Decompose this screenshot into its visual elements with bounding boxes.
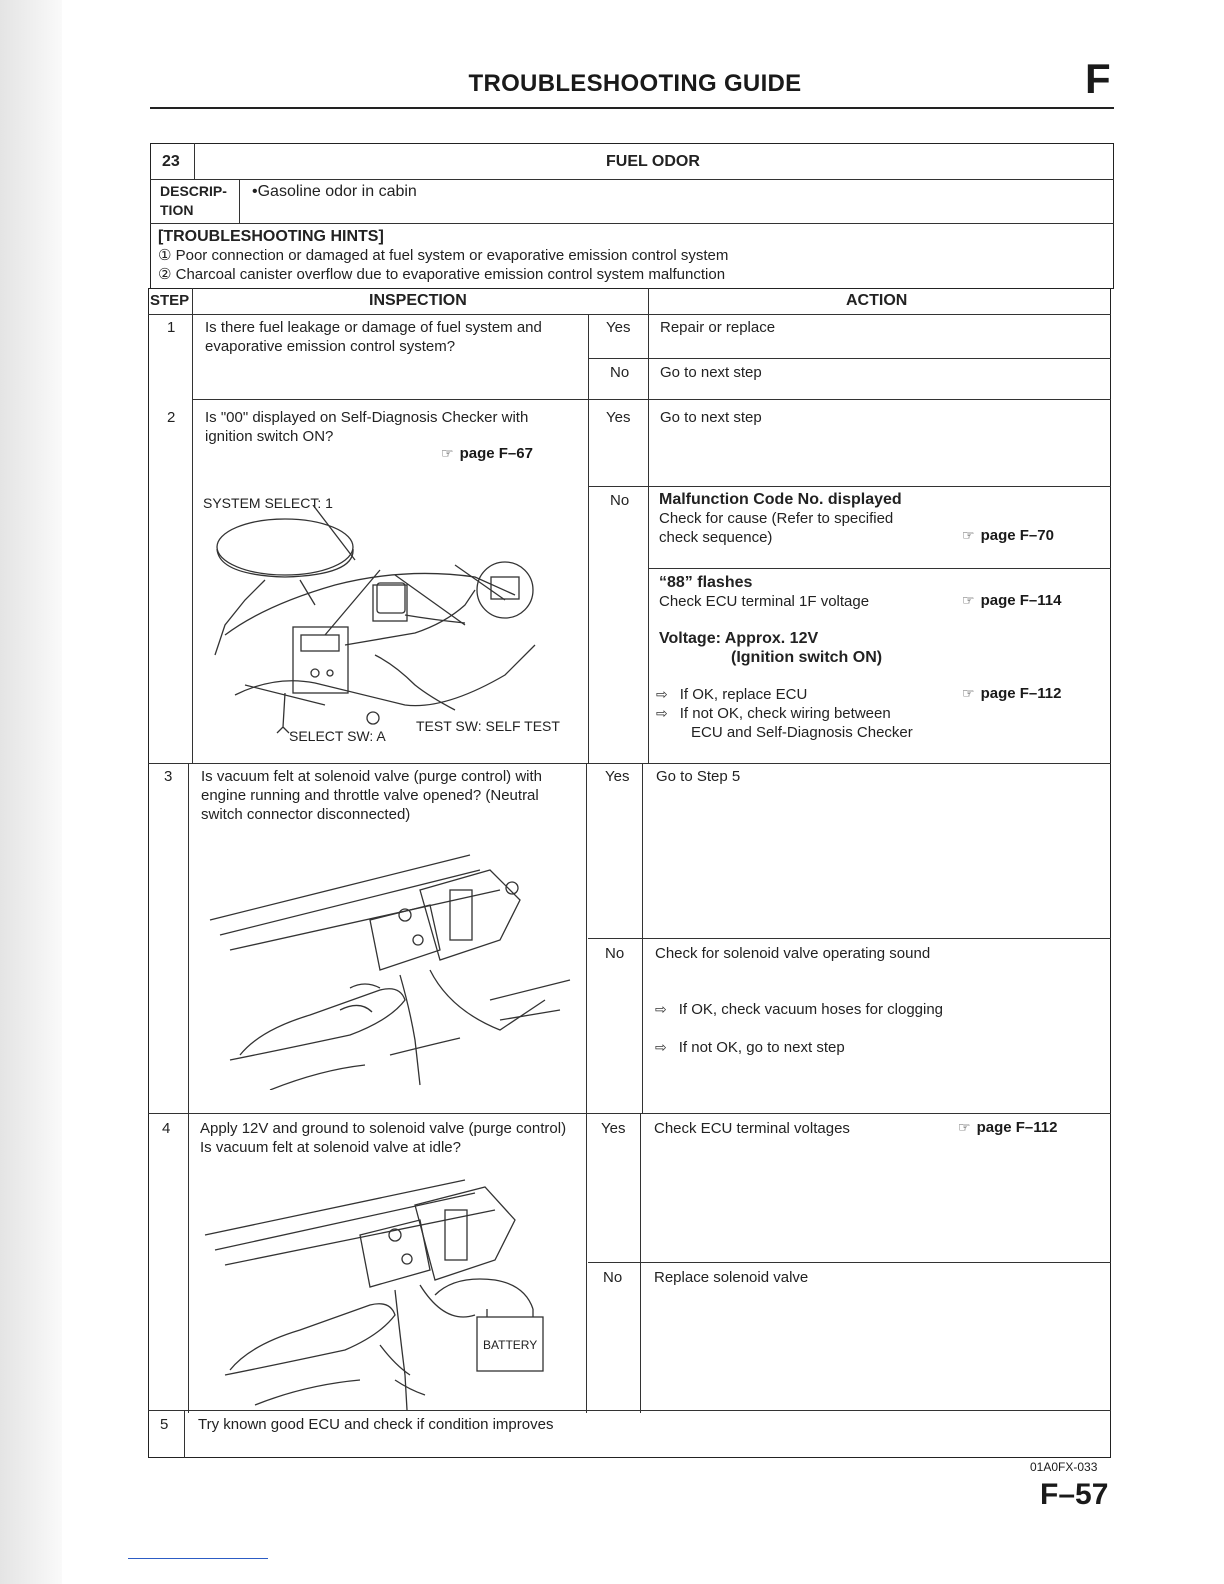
no-label: No [610,364,630,381]
hand-pointer-icon: ☞ [962,685,975,701]
divider [192,288,193,763]
hints-title: [TROUBLESHOOTING HINTS] [158,228,384,245]
hand-pointer-icon: ☞ [962,527,975,543]
divider [150,223,1114,224]
divider [588,938,1111,939]
solenoid-valve-illustration [200,850,580,1090]
flash-title: “88” flashes [659,574,753,591]
step-number: 4 [162,1120,171,1137]
step-number: 2 [167,409,176,426]
divider [648,288,649,763]
hand-pointer-icon: ☞ [962,592,975,608]
battery-label: BATTERY [483,1338,538,1352]
divider [588,486,1111,487]
flash-text: Check ECU terminal 1F voltage [659,593,870,610]
divider [184,1410,185,1458]
malfunction-title: Malfunction Code No. displayed [659,491,902,508]
step-question: Try known good ECU and check if condition improves [198,1416,554,1433]
hollow-arrow-icon: ⇨ [655,1001,667,1017]
page-reference: ☞ page F–112 [958,1119,1058,1136]
page-title: TROUBLESHOOTING GUIDE [468,70,802,97]
yes-label: Yes [606,409,631,426]
no-label: No [603,1269,623,1286]
hint-item: ① Poor connection or damaged at fuel system or evaporative emission control system [158,247,729,264]
voltage-spec: Voltage: Approx. 12V [659,630,819,647]
step-question: Is there fuel leakage or damage of fuel system and evaporative emission control system? [205,319,542,355]
step-question: Is "00" displayed on Self-Diagnosis Checker with ignition switch ON? [205,409,529,445]
test-sw-label: TEST SW: SELF TEST [416,718,560,734]
no-action: Go to next step [660,364,762,381]
yes-label: Yes [605,768,630,785]
select-sw-label: SELECT SW: A [289,728,386,744]
hint-item: ② Charcoal canister overflow due to evaporative emission control system malfunction [158,266,726,283]
divider [150,179,1114,180]
divider [640,1113,641,1413]
divider [193,399,1111,400]
no-action: Replace solenoid valve [654,1269,809,1286]
divider [642,763,643,1113]
step-number: 5 [160,1416,169,1433]
voltage-condition: (Ignition switch ON) [731,649,883,666]
yes-action: Check ECU terminal voltages [654,1120,850,1137]
solenoid-battery-illustration [195,1175,580,1410]
yes-label: Yes [606,319,631,336]
divider [148,763,1111,764]
page-number: F–57 [1040,1478,1109,1511]
yes-action: Go to next step [660,409,762,426]
divider [148,314,1111,315]
yes-action: Go to Step 5 [656,768,741,785]
divider [588,314,589,763]
symptom-number: 23 [162,153,180,170]
column-action: ACTION [846,292,908,309]
hand-pointer-icon: ☞ [441,445,454,461]
section-letter: F [1085,55,1111,102]
yes-label: Yes [601,1120,626,1137]
column-inspection: INSPECTION [369,292,467,309]
symptom-title: FUEL ODOR [606,153,700,170]
description-text: •Gasoline odor in cabin [252,183,417,200]
yes-action: Repair or replace [660,319,776,336]
no-label: No [605,945,625,962]
document-code: 01A0FX-033 [1030,1460,1098,1474]
hollow-arrow-icon: ⇨ [656,686,668,702]
no-label: No [610,492,630,509]
ok-line: ⇨ If OK, check vacuum hoses for clogging [655,1001,944,1018]
page-reference: ☞ page F–112 [962,685,1062,702]
not-ok-line: ⇨ If not OK, check wiring between [656,705,891,722]
hollow-arrow-icon: ⇨ [655,1039,667,1055]
not-ok-line: ⇨ If not OK, go to next step [655,1039,845,1056]
divider [648,568,1111,569]
divider [148,1113,1111,1114]
ok-line: ⇨ If OK, replace ECU [656,686,808,703]
hand-pointer-icon: ☞ [958,1119,971,1135]
malfunction-text: check sequence) [659,529,773,546]
step-number: 3 [164,768,173,785]
malfunction-text: Check for cause (Refer to specified [659,510,894,527]
not-ok-line: ECU and Self-Diagnosis Checker [691,724,913,741]
divider [588,1262,1111,1263]
scan-shadow [0,0,62,1584]
no-action: Check for solenoid valve operating sound [655,945,931,962]
step-question: Is vacuum felt at solenoid valve (purge control) with engine running and throttle valve opened? (Neutral switch connector disconnected) [201,768,542,823]
page-reference: ☞ page F–67 [441,445,533,462]
divider [239,179,240,223]
page-reference: ☞ page F–70 [962,527,1054,544]
divider [588,358,1111,359]
description-label: DESCRIP- TION [160,183,227,218]
divider [586,763,587,1413]
system-select-label: SYSTEM SELECT: 1 [203,495,333,511]
page-reference: ☞ page F–114 [962,592,1062,609]
divider [148,1410,1111,1411]
step-number: 1 [167,319,176,336]
checker-connection-illustration [205,505,580,740]
column-step: STEP [150,292,190,309]
header-rule [150,107,1114,109]
hollow-arrow-icon: ⇨ [656,705,668,721]
divider [194,143,195,179]
footer-line [128,1558,268,1559]
step-question: Apply 12V and ground to solenoid valve (purge control) Is vacuum felt at solenoid valve at idle? [200,1120,567,1156]
divider [188,763,189,1413]
